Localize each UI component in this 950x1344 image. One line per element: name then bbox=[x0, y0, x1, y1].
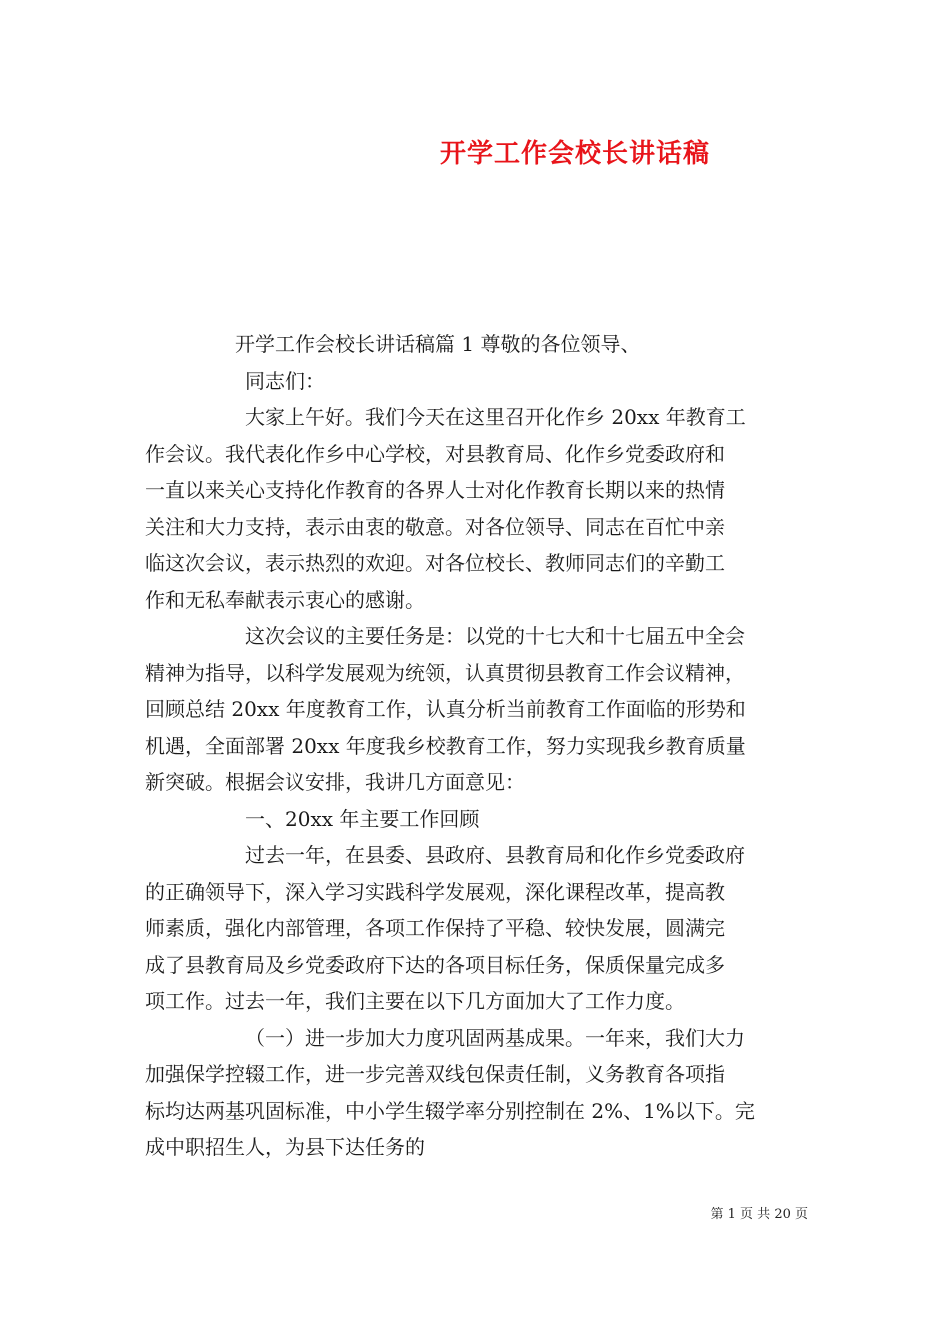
body-line: 项工作。过去一年，我们主要在以下几方面加大了工作力度。 bbox=[145, 989, 685, 1013]
body-line: 开学工作会校长讲话稿篇 1 尊敬的各位领导、 bbox=[235, 332, 641, 356]
body-line: 回顾总结 20xx 年度教育工作，认真分析当前教育工作面临的形势和 bbox=[145, 697, 746, 721]
body-line: 关注和大力支持，表示由衷的敬意。对各位领导、同志在百忙中亲 bbox=[145, 514, 725, 539]
body-line: 作会议。我代表化作乡中心学校，对县教育局、化作乡党委政府和 bbox=[145, 441, 725, 466]
body-line: 精神为指导，以科学发展观为统领，认真贯彻县教育工作会议精神， bbox=[145, 660, 745, 685]
body-line: 的正确领导下，深入学习实践科学发展观，深化课程改革，提高教 bbox=[145, 879, 725, 904]
body-line: 成中职招生人，为县下达任务的 bbox=[145, 1135, 425, 1159]
document-title: 开学工作会校长讲话稿 bbox=[439, 139, 710, 169]
body-line: 一、20xx 年主要工作回顾 bbox=[245, 806, 480, 831]
body-line: 成了县教育局及乡党委政府下达的各项目标任务，保质保量完成多 bbox=[145, 952, 725, 977]
body-line: 标均达两基巩固标准，中小学生辍学率分别控制在 2%、1%以下。完 bbox=[145, 1098, 755, 1123]
body-line: （一）进一步加大力度巩固两基成果。一年来，我们大力 bbox=[245, 1025, 745, 1050]
body-line: 加强保学控辍工作，进一步完善双线包保责任制，义务教育各项指 bbox=[145, 1062, 725, 1086]
page-number: 第 1 页 共 20 页 bbox=[710, 1207, 808, 1222]
body-line: 过去一年，在县委、县政府、县教育局和化作乡党委政府 bbox=[245, 843, 745, 867]
body-line: 作和无私奉献表示衷心的感谢。 bbox=[145, 587, 425, 612]
body-line: 新突破。根据会议安排，我讲几方面意见： bbox=[145, 770, 525, 794]
body-line: 同志们： bbox=[245, 368, 325, 393]
body-line: 这次会议的主要任务是：以党的十七大和十七届五中全会 bbox=[245, 624, 745, 648]
document-body bbox=[145, 326, 810, 1166]
body-line: 大家上午好。我们今天在这里召开化作乡 20xx 年教育工 bbox=[245, 405, 746, 429]
body-line: 临这次会议，表示热烈的欢迎。对各位校长、教师同志们的辛勤工 bbox=[145, 551, 725, 575]
body-line: 师素质，强化内部管理，各项工作保持了平稳、较快发展，圆满完 bbox=[145, 916, 725, 940]
body-line: 一直以来关心支持化作教育的各界人士对化作教育长期以来的热情 bbox=[145, 478, 725, 502]
body-line: 机遇，全面部署 20xx 年度我乡校教育工作，努力实现我乡教育质量 bbox=[145, 733, 746, 758]
